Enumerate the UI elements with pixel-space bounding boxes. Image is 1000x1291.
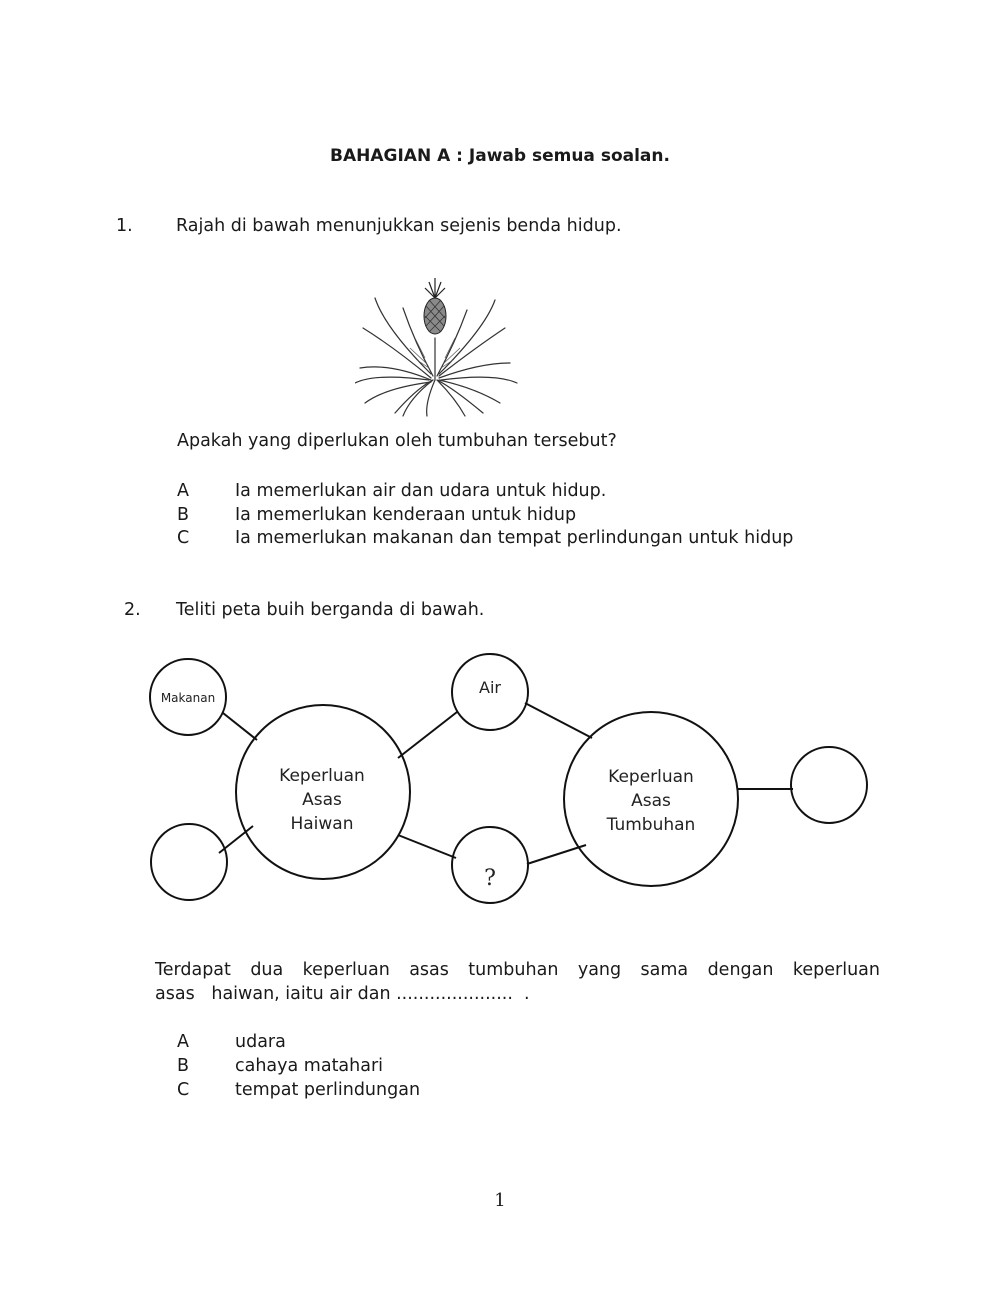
option-letter: B xyxy=(177,1056,190,1076)
option-text: tempat perlindungan xyxy=(235,1080,421,1100)
question-2-text: Teliti peta buih berganda di bawah. xyxy=(176,600,485,620)
section-heading: BAHAGIAN A : Jawab semua soalan. xyxy=(330,146,670,166)
haiwan-label-line2: Asas xyxy=(302,790,342,810)
question-2-option-a[interactable] xyxy=(177,1032,286,1052)
question-2-number: 2. xyxy=(124,600,141,620)
air-label: Air xyxy=(479,678,501,697)
connector-line xyxy=(223,713,257,740)
haiwan-label-line1: Keperluan xyxy=(279,766,365,786)
connector-line xyxy=(525,703,592,738)
tumbuhan-label-line1: Keperluan xyxy=(608,767,694,787)
makanan-label: Makanan xyxy=(160,691,216,705)
question-1-prompt: Apakah yang diperlukan oleh tumbuhan tersebut? xyxy=(177,431,617,451)
unknown-bubble xyxy=(452,827,528,903)
option-letter: C xyxy=(177,1080,190,1100)
question-1-text: Rajah di bawah menunjukkan sejenis benda hidup. xyxy=(176,216,622,236)
question-2-prompt-line1: Terdapat dua keperluan asas tumbuhan yang sama dengan keperluan xyxy=(155,960,880,980)
empty-bubble-right xyxy=(791,747,867,823)
connector-line xyxy=(398,835,456,858)
unknown-label: ? xyxy=(484,866,496,891)
question-2-option-c[interactable] xyxy=(177,1080,420,1100)
question-1-number: 1. xyxy=(116,216,133,236)
option-letter: A xyxy=(177,481,189,501)
option-text: Ia memerlukan air dan udara untuk hidup. xyxy=(235,481,607,501)
option-letter: C xyxy=(177,528,190,548)
page-number: 1 xyxy=(494,1190,506,1211)
connector-line xyxy=(527,845,586,864)
question-2-prompt-line2: asas haiwan, iaitu air dan ..................... . xyxy=(155,984,530,1004)
option-letter: B xyxy=(177,505,190,525)
option-text: Ia memerlukan makanan dan tempat perlindungan untuk hidup xyxy=(235,528,794,548)
option-letter: A xyxy=(177,1032,189,1052)
question-2-option-b[interactable] xyxy=(177,1056,383,1076)
tumbuhan-label-line2: Asas xyxy=(631,791,671,811)
option-text: Ia memerlukan kenderaan untuk hidup xyxy=(235,505,577,525)
connector-line xyxy=(398,712,457,758)
option-text: udara xyxy=(235,1032,286,1052)
tumbuhan-label-line3: Tumbuhan xyxy=(606,815,696,835)
empty-bubble-left xyxy=(151,824,227,900)
haiwan-label-line3: Haiwan xyxy=(290,814,354,834)
option-text: cahaya matahari xyxy=(235,1056,384,1076)
